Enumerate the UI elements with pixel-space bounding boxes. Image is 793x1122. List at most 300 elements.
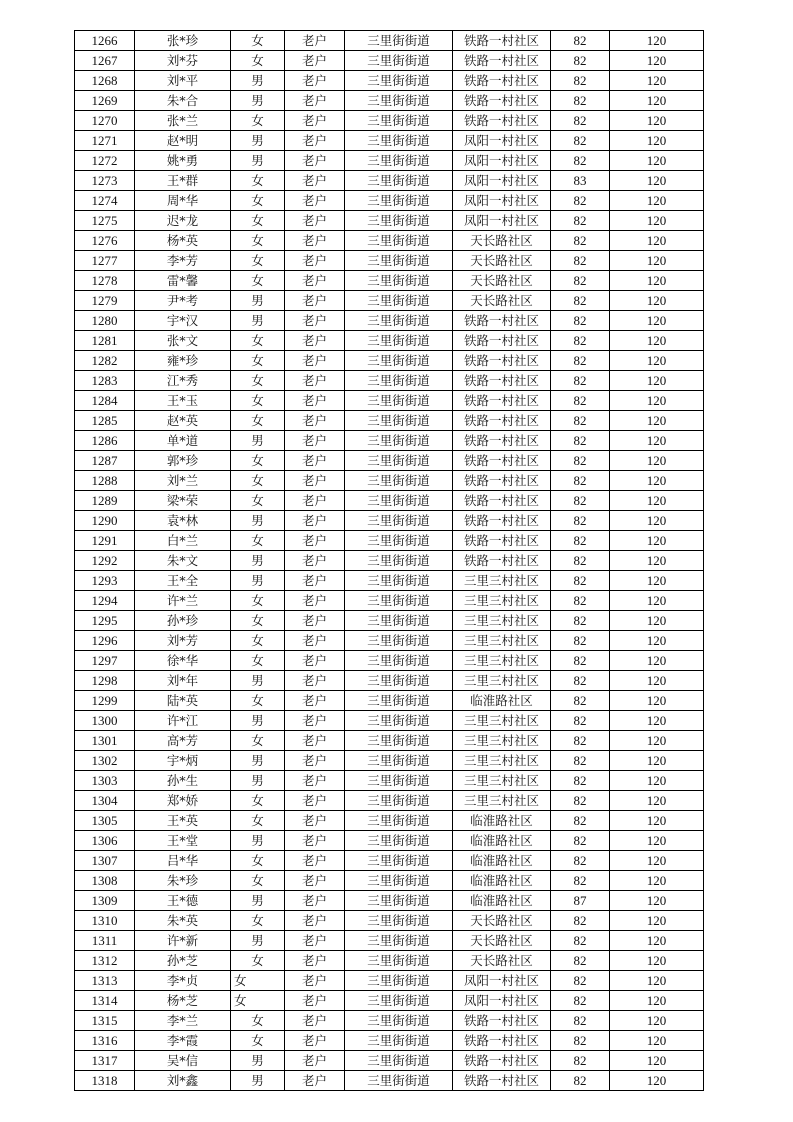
cell-age: 87: [551, 891, 610, 911]
cell-age: 82: [551, 691, 610, 711]
table-row: [75, 291, 704, 311]
cell-age: 82: [551, 871, 610, 891]
cell-age: 82: [551, 671, 610, 691]
table-row: [75, 771, 704, 791]
cell-number: 1275: [75, 211, 135, 231]
cell-age: 82: [551, 351, 610, 371]
cell-number: 1291: [75, 531, 135, 551]
cell-number: 1284: [75, 391, 135, 411]
cell-age: 82: [551, 1051, 610, 1071]
cell-age: 82: [551, 191, 610, 211]
cell-age: 82: [551, 851, 610, 871]
cell-gender: 男: [231, 751, 285, 771]
cell-number: 1296: [75, 631, 135, 651]
cell-household-type: 老户: [285, 971, 345, 991]
table-row: [75, 491, 704, 511]
cell-name: 赵*明: [135, 131, 231, 151]
cell-household-type: 老户: [285, 931, 345, 951]
cell-amount: 120: [610, 971, 704, 991]
cell-street: 三里街街道: [345, 351, 453, 371]
cell-name: 宇*炳: [135, 751, 231, 771]
table-row: [75, 911, 704, 931]
cell-gender: 男: [231, 311, 285, 331]
cell-household-type: 老户: [285, 691, 345, 711]
cell-street: 三里街街道: [345, 251, 453, 271]
cell-name: 郭*珍: [135, 451, 231, 471]
cell-community: 铁路一村社区: [453, 71, 551, 91]
cell-number: 1310: [75, 911, 135, 931]
cell-name: 王*德: [135, 891, 231, 911]
cell-community: 铁路一村社区: [453, 391, 551, 411]
cell-street: 三里街街道: [345, 391, 453, 411]
cell-street: 三里街街道: [345, 831, 453, 851]
cell-gender: 女: [231, 851, 285, 871]
cell-number: 1280: [75, 311, 135, 331]
cell-gender: 男: [231, 91, 285, 111]
cell-age: 82: [551, 371, 610, 391]
cell-community: 天长路社区: [453, 231, 551, 251]
cell-age: 82: [551, 651, 610, 671]
cell-amount: 120: [610, 351, 704, 371]
cell-number: 1303: [75, 771, 135, 791]
table-row: [75, 851, 704, 871]
cell-name: 吕*华: [135, 851, 231, 871]
cell-gender: 女: [231, 791, 285, 811]
cell-age: 82: [551, 991, 610, 1011]
cell-gender: 男: [231, 711, 285, 731]
cell-community: 铁路一村社区: [453, 471, 551, 491]
cell-street: 三里街街道: [345, 711, 453, 731]
cell-amount: 120: [610, 51, 704, 71]
table-row: [75, 671, 704, 691]
table-row: [75, 431, 704, 451]
cell-number: 1301: [75, 731, 135, 751]
cell-gender: 女: [231, 351, 285, 371]
cell-community: 临淮路社区: [453, 811, 551, 831]
cell-street: 三里街街道: [345, 111, 453, 131]
cell-amount: 120: [610, 1051, 704, 1071]
cell-community: 三里三村社区: [453, 651, 551, 671]
cell-amount: 120: [610, 131, 704, 151]
cell-household-type: 老户: [285, 531, 345, 551]
cell-name: 朱*珍: [135, 871, 231, 891]
cell-number: 1309: [75, 891, 135, 911]
cell-street: 三里街街道: [345, 131, 453, 151]
cell-gender: 女: [231, 1031, 285, 1051]
cell-street: 三里街街道: [345, 611, 453, 631]
table-row: [75, 751, 704, 771]
cell-gender: 女: [231, 171, 285, 191]
cell-name: 王*英: [135, 811, 231, 831]
cell-name: 姚*勇: [135, 151, 231, 171]
roster-body: [75, 31, 704, 1091]
cell-name: 许*新: [135, 931, 231, 951]
cell-gender: 女: [231, 331, 285, 351]
cell-number: 1293: [75, 571, 135, 591]
cell-amount: 120: [610, 191, 704, 211]
table-row: [75, 871, 704, 891]
cell-community: 铁路一村社区: [453, 531, 551, 551]
table-row: [75, 51, 704, 71]
cell-name: 单*道: [135, 431, 231, 451]
cell-community: 凤阳一村社区: [453, 151, 551, 171]
cell-gender: 女: [231, 451, 285, 471]
cell-number: 1292: [75, 551, 135, 571]
cell-street: 三里街街道: [345, 151, 453, 171]
cell-amount: 120: [610, 291, 704, 311]
cell-number: 1312: [75, 951, 135, 971]
cell-community: 铁路一村社区: [453, 351, 551, 371]
cell-household-type: 老户: [285, 491, 345, 511]
cell-gender: 男: [231, 431, 285, 451]
table-row: [75, 991, 704, 1011]
cell-gender: 女: [231, 391, 285, 411]
table-row: [75, 891, 704, 911]
cell-gender: 女: [231, 31, 285, 51]
cell-gender: 女: [231, 491, 285, 511]
cell-gender: 女: [231, 211, 285, 231]
cell-community: 三里三村社区: [453, 731, 551, 751]
table-row: [75, 711, 704, 731]
cell-age: 82: [551, 951, 610, 971]
cell-amount: 120: [610, 691, 704, 711]
cell-name: 杨*芝: [135, 991, 231, 1011]
cell-age: 82: [551, 411, 610, 431]
cell-household-type: 老户: [285, 611, 345, 631]
cell-name: 孙*珍: [135, 611, 231, 631]
cell-gender: 女: [231, 251, 285, 271]
cell-name: 刘*年: [135, 671, 231, 691]
cell-amount: 120: [610, 451, 704, 471]
cell-amount: 120: [610, 891, 704, 911]
cell-age: 82: [551, 1071, 610, 1091]
cell-household-type: 老户: [285, 271, 345, 291]
cell-community: 铁路一村社区: [453, 451, 551, 471]
cell-community: 临淮路社区: [453, 871, 551, 891]
table-row: [75, 531, 704, 551]
cell-street: 三里街街道: [345, 451, 453, 471]
cell-amount: 120: [610, 31, 704, 51]
cell-community: 铁路一村社区: [453, 1031, 551, 1051]
cell-household-type: 老户: [285, 891, 345, 911]
cell-name: 孙*生: [135, 771, 231, 791]
cell-gender: 女: [231, 271, 285, 291]
cell-number: 1316: [75, 1031, 135, 1051]
cell-amount: 120: [610, 251, 704, 271]
cell-community: 铁路一村社区: [453, 1051, 551, 1071]
cell-gender: 男: [231, 891, 285, 911]
cell-household-type: 老户: [285, 851, 345, 871]
cell-street: 三里街街道: [345, 271, 453, 291]
cell-name: 吴*信: [135, 1051, 231, 1071]
cell-street: 三里街街道: [345, 851, 453, 871]
table-row: [75, 731, 704, 751]
cell-name: 徐*华: [135, 651, 231, 671]
cell-amount: 120: [610, 631, 704, 651]
cell-household-type: 老户: [285, 1011, 345, 1031]
cell-name: 尹*考: [135, 291, 231, 311]
cell-household-type: 老户: [285, 251, 345, 271]
cell-gender: 男: [231, 131, 285, 151]
cell-household-type: 老户: [285, 871, 345, 891]
table-row: [75, 791, 704, 811]
cell-name: 刘*平: [135, 71, 231, 91]
roster-table: [74, 30, 704, 1091]
cell-household-type: 老户: [285, 1031, 345, 1051]
cell-amount: 120: [610, 311, 704, 331]
cell-household-type: 老户: [285, 591, 345, 611]
table-row: [75, 251, 704, 271]
cell-community: 三里三村社区: [453, 591, 551, 611]
cell-community: 凤阳一村社区: [453, 971, 551, 991]
cell-name: 宇*汉: [135, 311, 231, 331]
cell-number: 1290: [75, 511, 135, 531]
cell-name: 李*兰: [135, 1011, 231, 1031]
cell-household-type: 老户: [285, 911, 345, 931]
cell-street: 三里街街道: [345, 871, 453, 891]
cell-street: 三里街街道: [345, 191, 453, 211]
cell-number: 1306: [75, 831, 135, 851]
cell-amount: 120: [610, 771, 704, 791]
cell-household-type: 老户: [285, 391, 345, 411]
cell-household-type: 老户: [285, 351, 345, 371]
cell-gender: 男: [231, 671, 285, 691]
cell-household-type: 老户: [285, 291, 345, 311]
cell-street: 三里街街道: [345, 791, 453, 811]
cell-number: 1267: [75, 51, 135, 71]
cell-household-type: 老户: [285, 171, 345, 191]
cell-amount: 120: [610, 231, 704, 251]
cell-gender: 女: [231, 691, 285, 711]
table-row: [75, 71, 704, 91]
cell-name: 王*玉: [135, 391, 231, 411]
cell-number: 1305: [75, 811, 135, 831]
cell-amount: 120: [610, 371, 704, 391]
cell-number: 1313: [75, 971, 135, 991]
cell-amount: 120: [610, 1071, 704, 1091]
cell-community: 三里三村社区: [453, 751, 551, 771]
table-row: [75, 111, 704, 131]
cell-name: 雍*珍: [135, 351, 231, 371]
cell-number: 1274: [75, 191, 135, 211]
cell-street: 三里街街道: [345, 71, 453, 91]
cell-name: 朱*合: [135, 91, 231, 111]
cell-community: 铁路一村社区: [453, 431, 551, 451]
table-row: [75, 571, 704, 591]
table-row: [75, 471, 704, 491]
cell-name: 王*全: [135, 571, 231, 591]
cell-age: 82: [551, 911, 610, 931]
cell-gender: 男: [231, 71, 285, 91]
cell-name: 陆*英: [135, 691, 231, 711]
table-row: [75, 631, 704, 651]
table-row: [75, 451, 704, 471]
cell-gender: 男: [231, 511, 285, 531]
cell-household-type: 老户: [285, 831, 345, 851]
cell-household-type: 老户: [285, 151, 345, 171]
cell-amount: 120: [610, 411, 704, 431]
cell-community: 三里三村社区: [453, 771, 551, 791]
cell-amount: 120: [610, 331, 704, 351]
cell-age: 82: [551, 711, 610, 731]
cell-community: 凤阳一村社区: [453, 211, 551, 231]
cell-community: 天长路社区: [453, 291, 551, 311]
cell-household-type: 老户: [285, 671, 345, 691]
cell-age: 82: [551, 291, 610, 311]
table-row: [75, 231, 704, 251]
cell-community: 三里三村社区: [453, 791, 551, 811]
table-row: [75, 1011, 704, 1031]
cell-amount: 120: [610, 591, 704, 611]
cell-number: 1277: [75, 251, 135, 271]
cell-name: 朱*文: [135, 551, 231, 571]
cell-age: 82: [551, 771, 610, 791]
cell-name: 迟*龙: [135, 211, 231, 231]
cell-name: 高*芳: [135, 731, 231, 751]
cell-gender: 女: [231, 191, 285, 211]
cell-age: 82: [551, 51, 610, 71]
cell-household-type: 老户: [285, 951, 345, 971]
cell-number: 1298: [75, 671, 135, 691]
table-row: [75, 611, 704, 631]
cell-community: 临淮路社区: [453, 691, 551, 711]
cell-household-type: 老户: [285, 511, 345, 531]
cell-household-type: 老户: [285, 731, 345, 751]
cell-street: 三里街街道: [345, 591, 453, 611]
cell-amount: 120: [610, 391, 704, 411]
cell-amount: 120: [610, 931, 704, 951]
cell-street: 三里街街道: [345, 531, 453, 551]
cell-number: 1272: [75, 151, 135, 171]
cell-age: 82: [551, 831, 610, 851]
cell-household-type: 老户: [285, 211, 345, 231]
cell-amount: 120: [610, 1011, 704, 1031]
cell-street: 三里街街道: [345, 811, 453, 831]
cell-age: 82: [551, 451, 610, 471]
cell-community: 铁路一村社区: [453, 491, 551, 511]
cell-community: 天长路社区: [453, 911, 551, 931]
cell-amount: 120: [610, 951, 704, 971]
cell-age: 82: [551, 431, 610, 451]
cell-amount: 120: [610, 91, 704, 111]
cell-amount: 120: [610, 271, 704, 291]
cell-number: 1297: [75, 651, 135, 671]
cell-number: 1288: [75, 471, 135, 491]
cell-household-type: 老户: [285, 51, 345, 71]
cell-name: 王*群: [135, 171, 231, 191]
cell-age: 82: [551, 91, 610, 111]
cell-street: 三里街街道: [345, 171, 453, 191]
cell-age: 82: [551, 71, 610, 91]
cell-number: 1304: [75, 791, 135, 811]
cell-name: 郑*娇: [135, 791, 231, 811]
cell-age: 82: [551, 531, 610, 551]
cell-age: 82: [551, 151, 610, 171]
cell-amount: 120: [610, 671, 704, 691]
cell-street: 三里街街道: [345, 691, 453, 711]
cell-household-type: 老户: [285, 551, 345, 571]
cell-age: 82: [551, 271, 610, 291]
cell-amount: 120: [610, 431, 704, 451]
table-row: [75, 951, 704, 971]
cell-community: 铁路一村社区: [453, 1011, 551, 1031]
cell-name: 许*兰: [135, 591, 231, 611]
cell-number: 1283: [75, 371, 135, 391]
cell-name: 李*芳: [135, 251, 231, 271]
cell-gender: 男: [231, 831, 285, 851]
cell-community: 天长路社区: [453, 931, 551, 951]
cell-age: 82: [551, 251, 610, 271]
cell-age: 82: [551, 751, 610, 771]
cell-community: 铁路一村社区: [453, 311, 551, 331]
cell-age: 82: [551, 811, 610, 831]
table-row: [75, 331, 704, 351]
cell-community: 天长路社区: [453, 251, 551, 271]
cell-number: 1273: [75, 171, 135, 191]
table-row: [75, 171, 704, 191]
cell-name: 张*文: [135, 331, 231, 351]
cell-age: 82: [551, 611, 610, 631]
cell-gender: 女: [231, 951, 285, 971]
cell-street: 三里街街道: [345, 731, 453, 751]
cell-number: 1286: [75, 431, 135, 451]
cell-gender: 男: [231, 571, 285, 591]
cell-amount: 120: [610, 471, 704, 491]
cell-household-type: 老户: [285, 331, 345, 351]
cell-number: 1318: [75, 1071, 135, 1091]
cell-number: 1279: [75, 291, 135, 311]
cell-amount: 120: [610, 791, 704, 811]
table-row: [75, 391, 704, 411]
cell-number: 1289: [75, 491, 135, 511]
cell-household-type: 老户: [285, 191, 345, 211]
cell-amount: 120: [610, 1031, 704, 1051]
cell-community: 铁路一村社区: [453, 91, 551, 111]
cell-name: 白*兰: [135, 531, 231, 551]
cell-amount: 120: [610, 151, 704, 171]
cell-age: 82: [551, 551, 610, 571]
cell-community: 天长路社区: [453, 951, 551, 971]
cell-community: 三里三村社区: [453, 571, 551, 591]
cell-gender: 女: [231, 611, 285, 631]
cell-street: 三里街街道: [345, 231, 453, 251]
cell-age: 82: [551, 931, 610, 951]
cell-amount: 120: [610, 171, 704, 191]
cell-gender: 女: [231, 371, 285, 391]
cell-name: 刘*芳: [135, 631, 231, 651]
cell-household-type: 老户: [285, 771, 345, 791]
cell-household-type: 老户: [285, 411, 345, 431]
cell-community: 凤阳一村社区: [453, 191, 551, 211]
cell-gender: 女: [231, 51, 285, 71]
cell-street: 三里街街道: [345, 211, 453, 231]
cell-community: 三里三村社区: [453, 671, 551, 691]
cell-community: 凤阳一村社区: [453, 131, 551, 151]
table-row: [75, 831, 704, 851]
cell-name: 刘*鑫: [135, 1071, 231, 1091]
cell-community: 临淮路社区: [453, 891, 551, 911]
cell-name: 许*江: [135, 711, 231, 731]
cell-household-type: 老户: [285, 311, 345, 331]
cell-name: 张*兰: [135, 111, 231, 131]
cell-age: 82: [551, 491, 610, 511]
cell-street: 三里街街道: [345, 411, 453, 431]
cell-age: 82: [551, 571, 610, 591]
cell-household-type: 老户: [285, 631, 345, 651]
cell-gender: 女: [231, 531, 285, 551]
cell-gender: 女: [231, 991, 285, 1011]
cell-community: 临淮路社区: [453, 851, 551, 871]
